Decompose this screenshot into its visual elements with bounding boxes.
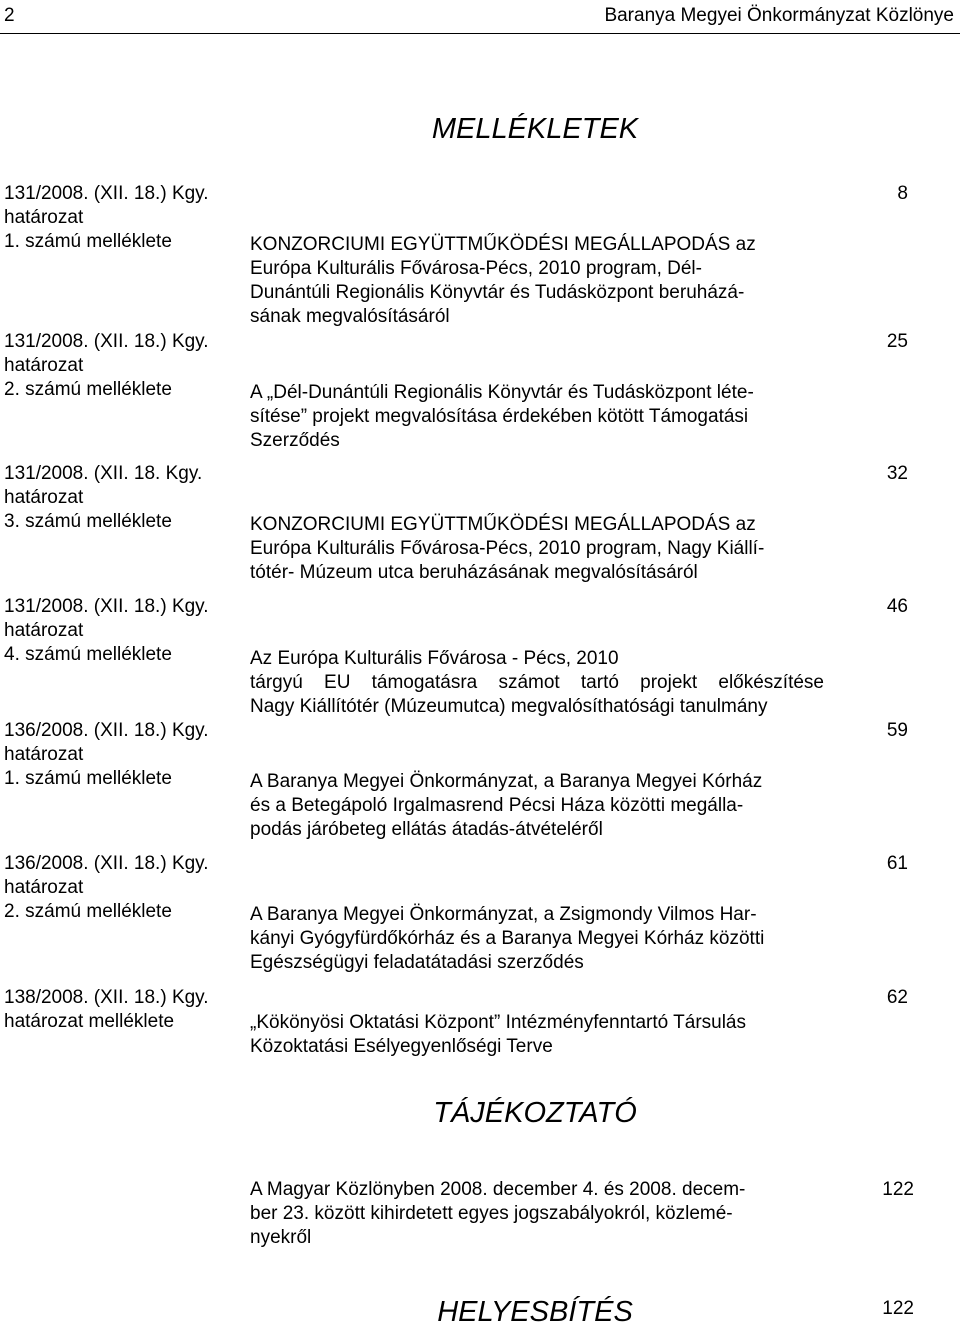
entry-6-reference: 136/2008. (XII. 18.) Kgy. határozat 2. számú melléklete xyxy=(4,853,209,922)
entry-6-description: A Baranya Megyei Önkormányzat, a Zsigmondy Vilmos Har- kányi Gyógyfürdőkórház és a Baranya Megyei Kórház közötti Egészségügyi feladatátadási szerződés xyxy=(250,904,765,973)
entry-6-page: 61 xyxy=(886,853,908,874)
entry-7-reference: 138/2008. (XII. 18.) Kgy. határozat melléklete xyxy=(4,987,209,1032)
entry-1-page: 8 xyxy=(897,183,908,204)
page-number: 2 xyxy=(4,5,15,26)
publication-title: Baranya Megyei Önkormányzat Közlönye xyxy=(604,5,954,26)
entry-7-page: 62 xyxy=(886,987,908,1008)
entry-7-description: „Kökönyösi Oktatási Központ” Intézményfenntartó Társulás Közoktatási Esélyegyenlőségi Terve xyxy=(250,1012,747,1057)
entry-3-description: KONZORCIUMI EGYÜTTMŰKÖDÉSI MEGÁLLAPODÁS az Európa Kulturális Fővárosa-Pécs, 2010 program, Nagy Kiállí- tótér- Múzeum utca beruházásának megvalósításáról xyxy=(250,514,765,583)
entry-2-description: A „Dél-Dunántúli Regionális Könyvtár és Tudásközpont léte- sítése” projekt megvalósítása érdekében kötött Támogatási Szerződés xyxy=(250,382,754,451)
corrigendum-page: 122 xyxy=(882,1298,914,1319)
entry-3-reference: 131/2008. (XII. 18. Kgy. határozat 3. számú melléklete xyxy=(4,463,203,532)
entry-5-page: 59 xyxy=(886,720,908,741)
entry-1-reference: 131/2008. (XII. 18.) Kgy. határozat 1. számú melléklete xyxy=(4,183,209,252)
entry-2-reference: 131/2008. (XII. 18.) Kgy. határozat 2. számú melléklete xyxy=(4,331,209,400)
section-title-helyesbites: HELYESBÍTÉS xyxy=(437,1296,633,1328)
entry-3-page: 32 xyxy=(886,463,908,484)
page-header xyxy=(0,0,960,34)
info-page: 122 xyxy=(882,1179,914,1200)
entry-4-description: Az Európa Kulturális Fővárosa - Pécs, 2010 tárgyú EU támogatásra számot tartó projekt előkészítése Nagy Kiállítótér (Múzeumutca) megvalósíthatósági tanulmány xyxy=(250,648,824,717)
section-title-tajekoztato: TÁJÉKOZTATÓ xyxy=(433,1097,637,1129)
entry-5-description: A Baranya Megyei Önkormányzat, a Baranya Megyei Kórház és a Betegápoló Irgalmasrend Pécsi Háza közötti megálla- podás járóbeteg ellátás átadás-átvételéről xyxy=(250,771,763,840)
entry-4-reference: 131/2008. (XII. 18.) Kgy. határozat 4. számú melléklete xyxy=(4,596,209,665)
entry-4-page: 46 xyxy=(886,596,908,617)
entry-5-reference: 136/2008. (XII. 18.) Kgy. határozat 1. számú melléklete xyxy=(4,720,209,789)
entry-2-page: 25 xyxy=(886,331,908,352)
info-description: A Magyar Közlönyben 2008. december 4. és 2008. decem- ber 23. között kihirdetett egyes jogszabályokról, közlemé- nyekről xyxy=(250,1179,746,1248)
section-title-mellekletek: MELLÉKLETEK xyxy=(431,113,639,145)
entry-1-description: KONZORCIUMI EGYÜTTMŰKÖDÉSI MEGÁLLAPODÁS az Európa Kulturális Fővárosa-Pécs, 2010 program, Dél- Dunántúli Regionális Könyvtár és Tudásközpont beruházá- sának megvalósításáról xyxy=(250,234,756,327)
